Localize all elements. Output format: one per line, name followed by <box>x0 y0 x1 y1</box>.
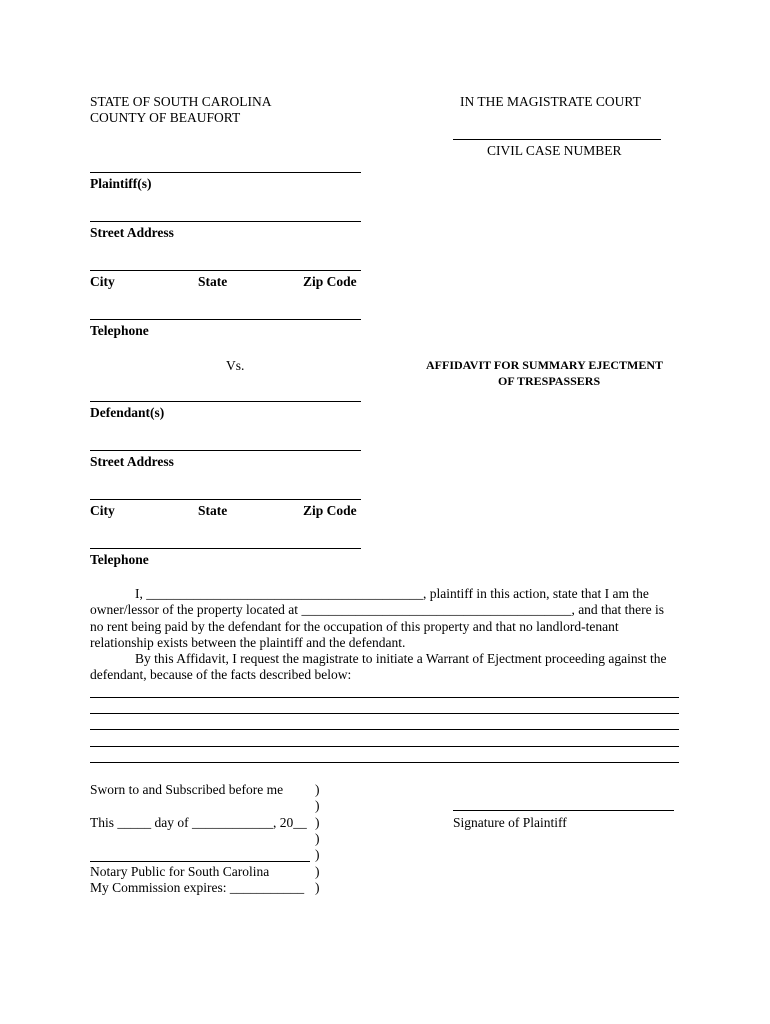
plaintiff-telephone-label: Telephone <box>90 323 149 338</box>
plaintiff-signature-field[interactable] <box>453 810 674 811</box>
bracket-paren: ) <box>315 798 320 813</box>
facts-line-1[interactable] <box>90 697 679 698</box>
plaintiff-address-field[interactable] <box>90 221 361 222</box>
sworn-label: Sworn to and Subscribed before me <box>90 782 284 797</box>
defendant-telephone-field[interactable] <box>90 548 361 549</box>
defendant-address-field[interactable] <box>90 450 361 451</box>
defendant-address-label: Street Address <box>90 454 174 469</box>
defendant-zip-label: Zip Code <box>303 503 357 518</box>
plaintiff-city-state-zip-field[interactable] <box>90 270 361 271</box>
request-paragraph <box>90 651 680 684</box>
affidavit-title-line2: OF TRESPASSERS <box>498 374 601 388</box>
plaintiff-label: Plaintiff(s) <box>90 176 152 191</box>
defendant-label: Defendant(s) <box>90 405 165 420</box>
bracket-paren: ) <box>315 880 320 895</box>
court-name: IN THE MAGISTRATE COURT <box>460 94 641 109</box>
notary-public-label: Notary Public for South Carolina <box>90 864 270 879</box>
bracket-paren: ) <box>315 782 320 797</box>
affidavit-statement <box>90 586 680 684</box>
county-name: COUNTY OF BEAUFORT <box>90 110 241 125</box>
plaintiff-name-field[interactable] <box>90 172 361 173</box>
notary-signature-field[interactable] <box>90 861 310 862</box>
defendant-name-field[interactable] <box>90 401 361 402</box>
facts-line-2[interactable] <box>90 713 679 714</box>
versus-label: Vs. <box>226 358 245 373</box>
bracket-paren: ) <box>315 831 320 846</box>
facts-line-5[interactable] <box>90 762 679 763</box>
statement-paragraph <box>90 586 680 651</box>
signature-label: Signature of Plaintiff <box>453 815 567 830</box>
defendant-telephone-label: Telephone <box>90 552 149 567</box>
plaintiff-zip-label: Zip Code <box>303 274 357 289</box>
plaintiff-address-label: Street Address <box>90 225 174 240</box>
property-location-blank[interactable]: ________________________________________ <box>301 602 572 618</box>
plaintiff-telephone-field[interactable] <box>90 319 361 320</box>
defendant-city-state-zip-field[interactable] <box>90 499 361 500</box>
facts-line-4[interactable] <box>90 746 679 747</box>
plaintiff-state-label: State <box>198 274 228 289</box>
facts-line-3[interactable] <box>90 729 679 730</box>
state-name: STATE OF SOUTH CAROLINA <box>90 94 272 109</box>
case-number-field[interactable] <box>453 139 661 140</box>
affidavit-title-line1: AFFIDAVIT FOR SUMMARY EJECTMENT <box>426 358 664 372</box>
statement-text-1: , plaintiff in this action, state that I am the owner/lessor of the property located at <box>90 586 649 618</box>
statement-text-2: , and that there is no rent being paid by the defendant for the occupation of this property and that no landlord-tenant relationship exists between the plaintiff and the defendant. <box>90 602 665 650</box>
bracket-paren: ) <box>315 815 320 830</box>
request-text: By this Affidavit, I request the magistrate to initiate a Warrant of Ejectment proceeding against the defendant, because of the facts described below: <box>90 651 667 683</box>
commission-expires-field[interactable]: My Commission expires: ___________ <box>90 880 305 895</box>
bracket-paren: ) <box>315 864 320 879</box>
bracket-paren: ) <box>315 847 320 862</box>
case-number-label: CIVIL CASE NUMBER <box>487 143 622 158</box>
day-of-field[interactable]: This _____ day of ____________, 20__ <box>90 815 307 830</box>
plaintiff-city-label: City <box>90 274 115 289</box>
defendant-city-label: City <box>90 503 115 518</box>
plaintiff-name-blank[interactable]: _________________________________________ <box>146 586 423 601</box>
defendant-state-label: State <box>198 503 228 518</box>
statement-i: I, <box>135 586 147 601</box>
